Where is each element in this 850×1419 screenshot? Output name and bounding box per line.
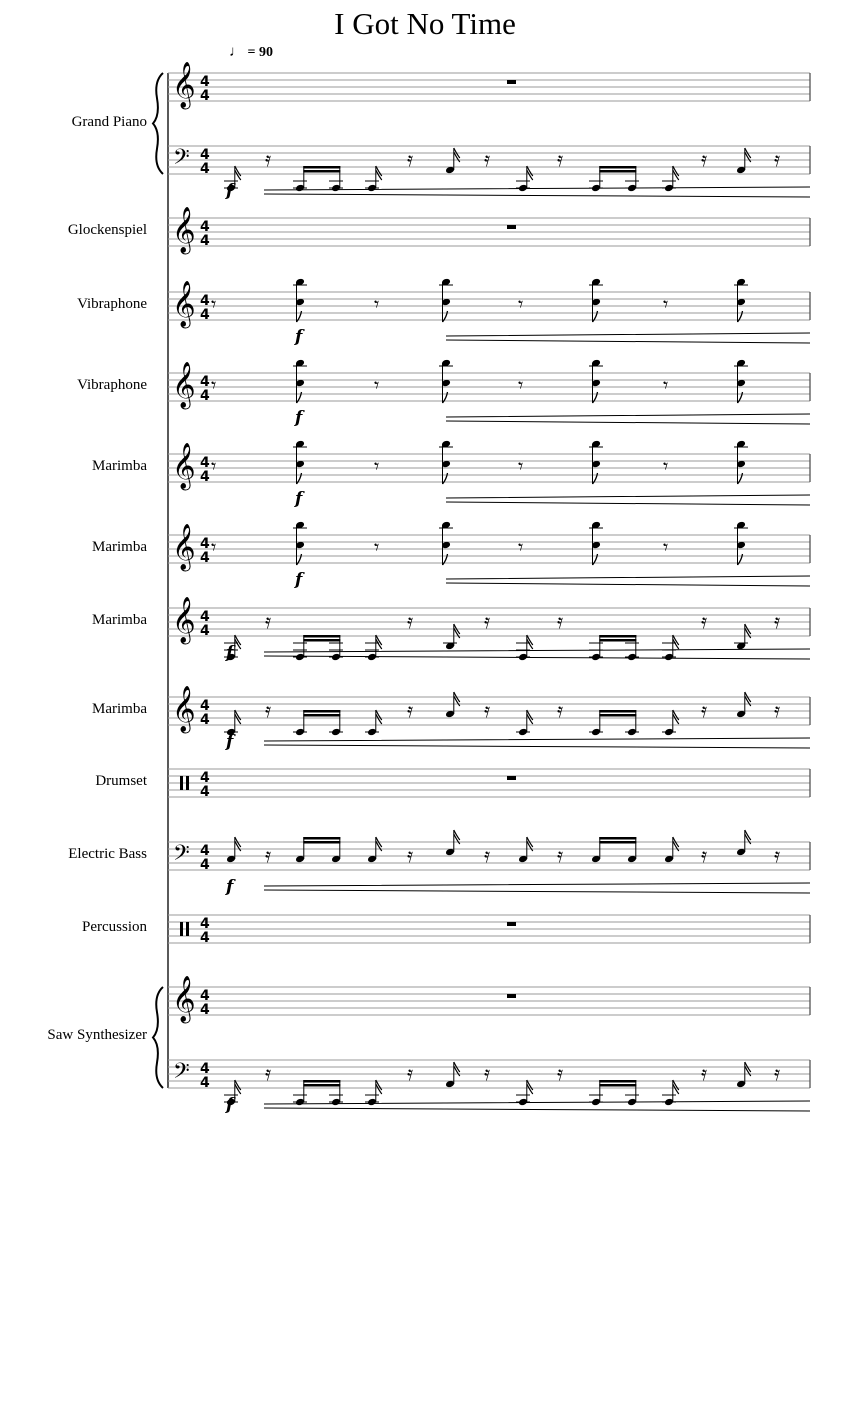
- treble-clef-icon: 𝄞: [172, 524, 196, 570]
- eighth-rest-icon: 𝄾: [663, 292, 669, 316]
- time-signature-denominator: 4: [200, 1075, 210, 1091]
- instrument-label: Glockenspiel: [67, 222, 147, 238]
- eighth-rest-icon: 𝄾: [663, 454, 669, 478]
- beam: [303, 841, 340, 844]
- tempo-value: = 90: [244, 45, 273, 60]
- quarter-note-icon: ♩: [229, 44, 244, 60]
- eighth-rest-icon: 𝄾: [518, 292, 524, 316]
- beam: [599, 170, 636, 173]
- flag: [235, 1080, 241, 1094]
- sixteenth-rest-icon: 𝄿: [407, 609, 414, 633]
- beam: [599, 639, 636, 642]
- flag: [235, 710, 241, 724]
- time-signature-denominator: 4: [200, 930, 210, 946]
- sixteenth-rest-icon: 𝄿: [265, 609, 272, 633]
- sixteenth-rest-icon: 𝄿: [774, 147, 781, 171]
- sixteenth-rest-icon: 𝄿: [701, 1061, 708, 1085]
- beam: [303, 1084, 340, 1087]
- sixteenth-rest-icon: 𝄿: [484, 843, 491, 867]
- eighth-rest-icon: 𝄾: [374, 292, 380, 316]
- whole-rest-icon: [507, 776, 516, 780]
- beam: [599, 714, 636, 717]
- bass-clef-icon: 𝄢: [173, 145, 190, 175]
- time-signature-denominator: 4: [200, 623, 210, 639]
- sixteenth-rest-icon: 𝄿: [484, 147, 491, 171]
- eighth-rest-icon: 𝄾: [211, 535, 217, 559]
- sixteenth-rest-icon: 𝄿: [265, 843, 272, 867]
- instrument-label: Vibraphone: [77, 377, 147, 393]
- bass-clef-icon: 𝄢: [173, 1059, 190, 1089]
- crescendo-hairpin: [446, 576, 810, 586]
- instrument-label: Drumset: [95, 773, 147, 789]
- treble-clef-icon: 𝄞: [172, 62, 196, 108]
- sixteenth-rest-icon: 𝄿: [557, 609, 564, 633]
- beam: [599, 710, 636, 713]
- flag: [527, 1080, 533, 1094]
- time-signature-numerator: 4: [200, 293, 210, 309]
- eighth-rest-icon: 𝄾: [374, 373, 380, 397]
- flag: [235, 166, 241, 180]
- sixteenth-rest-icon: 𝄿: [484, 1061, 491, 1085]
- whole-rest-icon: [507, 922, 516, 926]
- eighth-rest-icon: 𝄾: [374, 454, 380, 478]
- sixteenth-rest-icon: 𝄿: [557, 698, 564, 722]
- eighth-rest-icon: 𝄾: [518, 535, 524, 559]
- percussion-clef-icon: [186, 922, 189, 936]
- dynamic-forte: f: [226, 643, 234, 663]
- time-signature-denominator: 4: [200, 388, 210, 404]
- beam: [303, 635, 340, 638]
- brace-saw-synthesizer: [153, 987, 163, 1088]
- percussion-clef-icon: [180, 922, 183, 936]
- crescendo-hairpin: [446, 495, 810, 505]
- bass-clef-icon: 𝄢: [173, 841, 190, 871]
- dynamic-forte: f: [226, 732, 234, 752]
- crescendo-hairpin: [264, 1101, 810, 1111]
- time-signature-numerator: 4: [200, 843, 210, 859]
- sixteenth-rest-icon: 𝄿: [557, 843, 564, 867]
- sixteenth-rest-icon: 𝄿: [701, 843, 708, 867]
- time-signature-denominator: 4: [200, 233, 210, 249]
- time-signature-denominator: 4: [200, 550, 210, 566]
- sixteenth-rest-icon: 𝄿: [774, 609, 781, 633]
- eighth-rest-icon: 𝄾: [663, 373, 669, 397]
- time-signature-denominator: 4: [200, 1002, 210, 1018]
- flag: [673, 1080, 679, 1094]
- time-signature-numerator: 4: [200, 219, 210, 235]
- beam: [599, 841, 636, 844]
- sixteenth-rest-icon: 𝄿: [484, 609, 491, 633]
- time-signature-numerator: 4: [200, 1061, 210, 1077]
- dynamic-forte: f: [226, 877, 234, 897]
- eighth-rest-icon: 𝄾: [518, 454, 524, 478]
- brace-grand-piano: [153, 73, 163, 174]
- instrument-label: Grand Piano: [71, 114, 147, 130]
- time-signature-denominator: 4: [200, 469, 210, 485]
- sixteenth-rest-icon: 𝄿: [774, 1061, 781, 1085]
- whole-rest-icon: [507, 80, 516, 84]
- dynamic-forte: f: [295, 489, 303, 509]
- time-signature-numerator: 4: [200, 536, 210, 552]
- instrument-label: Marimba: [92, 539, 147, 555]
- time-signature-denominator: 4: [200, 784, 210, 800]
- treble-clef-icon: 𝄞: [172, 362, 196, 408]
- whole-rest-icon: [507, 994, 516, 998]
- time-signature-numerator: 4: [200, 74, 210, 90]
- sixteenth-rest-icon: 𝄿: [265, 698, 272, 722]
- sixteenth-rest-icon: 𝄿: [407, 147, 414, 171]
- crescendo-hairpin: [264, 738, 810, 748]
- crescendo-hairpin: [446, 414, 810, 424]
- time-signature-numerator: 4: [200, 698, 210, 714]
- beam: [599, 635, 636, 638]
- treble-clef-icon: 𝄞: [172, 281, 196, 327]
- beam: [303, 639, 340, 642]
- eighth-rest-icon: 𝄾: [518, 373, 524, 397]
- eighth-rest-icon: 𝄾: [211, 454, 217, 478]
- sixteenth-rest-icon: 𝄿: [701, 147, 708, 171]
- instrument-label: Electric Bass: [68, 846, 147, 862]
- crescendo-hairpin: [446, 333, 810, 343]
- score-title: I Got No Time: [334, 6, 516, 41]
- instrument-label: Percussion: [82, 919, 147, 935]
- beam: [599, 166, 636, 169]
- sixteenth-rest-icon: 𝄿: [484, 698, 491, 722]
- flag: [376, 1080, 382, 1094]
- flag: [527, 166, 533, 180]
- time-signature-denominator: 4: [200, 857, 210, 873]
- sixteenth-rest-icon: 𝄿: [701, 609, 708, 633]
- treble-clef-icon: 𝄞: [172, 686, 196, 732]
- beam: [599, 1084, 636, 1087]
- sixteenth-rest-icon: 𝄿: [557, 147, 564, 171]
- beam: [303, 714, 340, 717]
- time-signature-denominator: 4: [200, 161, 210, 177]
- sixteenth-rest-icon: 𝄿: [774, 843, 781, 867]
- eighth-rest-icon: 𝄾: [374, 535, 380, 559]
- sixteenth-rest-icon: 𝄿: [701, 698, 708, 722]
- treble-clef-icon: 𝄞: [172, 597, 196, 643]
- beam: [303, 837, 340, 840]
- beam: [599, 837, 636, 840]
- sixteenth-rest-icon: 𝄿: [774, 698, 781, 722]
- dynamic-forte: f: [295, 327, 303, 347]
- beam: [599, 1080, 636, 1083]
- sixteenth-rest-icon: 𝄿: [557, 1061, 564, 1085]
- dynamic-forte: f: [226, 181, 234, 201]
- instrument-label: Marimba: [92, 458, 147, 474]
- eighth-rest-icon: 𝄾: [211, 292, 217, 316]
- time-signature-denominator: 4: [200, 88, 210, 104]
- treble-clef-icon: 𝄞: [172, 207, 196, 253]
- sixteenth-rest-icon: 𝄿: [407, 698, 414, 722]
- instrument-label: Vibraphone: [77, 296, 147, 312]
- instrument-label: Saw Synthesizer: [47, 1027, 147, 1043]
- flag: [673, 635, 679, 649]
- time-signature-denominator: 4: [200, 712, 210, 728]
- dynamic-forte: f: [295, 408, 303, 428]
- beam: [303, 166, 340, 169]
- time-signature-denominator: 4: [200, 307, 210, 323]
- flag: [527, 635, 533, 649]
- time-signature-numerator: 4: [200, 770, 210, 786]
- time-signature-numerator: 4: [200, 916, 210, 932]
- flag: [376, 166, 382, 180]
- time-signature-numerator: 4: [200, 455, 210, 471]
- flag: [376, 710, 382, 724]
- sixteenth-rest-icon: 𝄿: [265, 147, 272, 171]
- crescendo-hairpin: [264, 649, 810, 659]
- time-signature-numerator: 4: [200, 609, 210, 625]
- flag: [527, 710, 533, 724]
- treble-clef-icon: 𝄞: [172, 443, 196, 489]
- time-signature-numerator: 4: [200, 988, 210, 1004]
- crescendo-hairpin: [264, 187, 810, 197]
- time-signature-numerator: 4: [200, 374, 210, 390]
- flag: [376, 635, 382, 649]
- dynamic-forte: f: [295, 570, 303, 590]
- treble-clef-icon: 𝄞: [172, 976, 196, 1022]
- eighth-rest-icon: 𝄾: [663, 535, 669, 559]
- dynamic-forte: f: [226, 1095, 234, 1115]
- flag: [673, 166, 679, 180]
- whole-rest-icon: [507, 225, 516, 229]
- beam: [303, 710, 340, 713]
- sixteenth-rest-icon: 𝄿: [265, 1061, 272, 1085]
- percussion-clef-icon: [180, 776, 183, 790]
- crescendo-hairpin: [264, 883, 810, 893]
- sixteenth-rest-icon: 𝄿: [407, 843, 414, 867]
- flag: [673, 710, 679, 724]
- instrument-label: Marimba: [92, 612, 147, 628]
- instrument-label: Marimba: [92, 701, 147, 717]
- beam: [303, 170, 340, 173]
- percussion-clef-icon: [186, 776, 189, 790]
- eighth-rest-icon: 𝄾: [211, 373, 217, 397]
- beam: [303, 1080, 340, 1083]
- sixteenth-rest-icon: 𝄿: [407, 1061, 414, 1085]
- flag: [235, 635, 241, 649]
- time-signature-numerator: 4: [200, 147, 210, 163]
